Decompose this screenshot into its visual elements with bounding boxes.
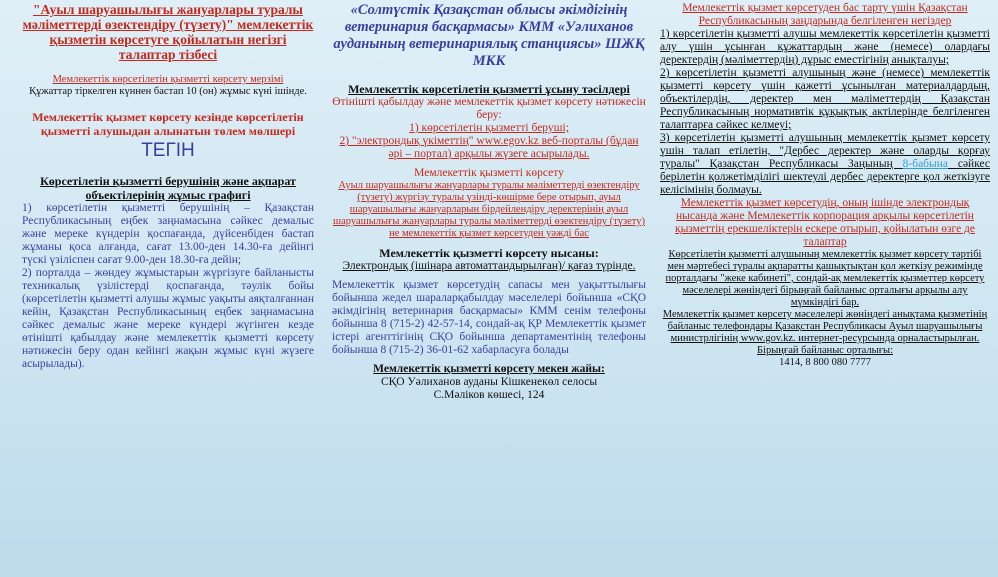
refusal-item-3-text-b: сәйкес берілетін қолжетімділігі шектеулі дербес деректерге қол жеткізуге келісімінің болмауы. — [660, 158, 990, 196]
schedule-item-2: 2) порталда – жөндеу жұмыстарын жүргізуге байланысты техникалық үзілістерді қоспағанда, тәулік бойы (көрсетілетін қызметті алушы жұмыс уақыты аяқталғаннан кейін, Қазақстан Республикасының еңбек заңнамасына сәйкес демалыс және мереке күндері жүгінген кезде өтінішті қабылдау және мемлекеттік қызметті көрсету нәтижесін беру одан кейінгі жақын жұмыс күні жүзеге асырылады). — [22, 267, 314, 370]
left-column — [0, 0, 322, 577]
contact-center-phones: 1414, 8 800 080 7777 — [779, 357, 871, 368]
form-text: Электрондық (ішінара автоматтандырылған)/ қағаз түрінде. — [342, 260, 636, 272]
law-article-link[interactable]: 8-бабына — [902, 158, 949, 170]
schedule-item-1: 1) көрсетілетін қызметті берушінің – Қазақстан Республикасының еңбек заңнамасына сәйкес демалыс және мереке күндерін қоспағанда, дүйсенбіден бастап жұманы қоса алғанда, сағат 13.00-ден 14.30-ға дейінгі түскі үзіліспен сағат 9.00-ден 18.30-ға дейін; — [22, 202, 314, 266]
address-line-2: С.Мәліков көшесі, 124 — [433, 389, 545, 401]
methods-intro: Өтінішті қабылдау және мемлекеттік қызмет көрсету нәтижесін беру: — [332, 96, 646, 121]
organization-title: «Солтүстік Қазақстан облысы әкімдігінің ветеринария басқармасы» КММ «Уәлиханов ауданының ветеринариялық станциясы» ШЖҚ МКК — [333, 2, 645, 69]
contact-center-text: Мемлекеттік қызмет көрсету мәселелері жөніндегі анықтама қызметінің байланыс телефондары Қазақстан Республикасы Ауыл шаруашылығы министрлігінің www.gov.kz. интернет-ресурсында орналастырылған. Бірыңғай байланыс орталығы: — [662, 309, 988, 356]
methods-heading: Мемлекеттік көрсетілетін қызметті ұсыну тәсілдері — [348, 82, 630, 96]
address-line-1: СҚО Уәлиханов ауданы Кішкенекөл селосы — [380, 376, 598, 388]
method-item-2: 2) "электрондық үкіметтің" www.egov.kz веб-порталы (бұдан әрі – портал) арқылы жүзеге асырылады. — [339, 135, 639, 160]
fee-heading: Мемлекеттік қызмет көрсету кезінде көрсетілетін қызметті алушыдан алынатын төлем мөлшері — [32, 110, 304, 138]
other-requirements-text: Көрсетілетін қызметті алушының мемлекеттік қызмет көрсету тәртібі мен мәртебесі туралы ақпаратты қашықтықтан қол жеткізу режимінде порталдағы "жеке кабинеті", сондай-ақ мемлекеттік қызметтер көрсету мәселелері жөніндегі бірыңғай байланыс орталығы арқылы алу мүмкіндігі бар. — [665, 249, 985, 308]
refusal-item-1: 1) көрсетілетін қызметті алушы мемлекеттік көрсетілетін қызметті алу үшін ұсынған құжаттардың және (немесе) олардағы деректердің (мәліметтердің) дұрыс еместігінің анықталуы; — [660, 28, 990, 66]
other-requirements-heading: Мемлекеттік қызмет көрсетудің, оның ішінде электрондық нысанда және Мемлекеттік корпорация арқылы көрсетілетін қызметтің ерекшеліктерін ескере отырып, қойылатын өзге де талаптар — [674, 197, 976, 248]
refusal-heading: Мемлекеттік қызмет көрсетуден бас тарту үшін Қазақстан Республикасының заңдарында белгіленген негіздер — [682, 2, 968, 27]
result-text: Ауыл шаруашылығы жануарлары туралы мәліметтерді өзектендіру (түзету) жүргізу туралы үзінді-көшірме бере отырып, ауыл шаруашылығы жануарларын бірдейлендіру деректерінің ауыл шаруашылығы жануарлары туралы мәліметтерді өзектендіру (түзету) не мемлекеттік қызмет көрсетуден уәжді бас — [333, 180, 645, 239]
form-heading: Мемлекеттік қызметті көрсету нысаны: — [379, 246, 599, 260]
right-column — [656, 0, 998, 577]
refusal-item-3 — [660, 132, 990, 197]
refusal-item-2: 2) көрсетілетін қызметті алушының және (немесе) мемлекеттік қызметті көрсету үшін қажетті ұсынылған материалдардың, объектілердің, деректер мен мәліметтердің Қазақстан Республикасының нормативтік құқықтық актілерінде белгіленген талаптарға сәйкес келмеуі; — [660, 67, 990, 131]
method-item-1: 1) көрсетілетін қызметті беруші; — [409, 122, 569, 134]
middle-column — [324, 0, 652, 577]
schedule-heading: Көрсетілетін қызметті берушінің және ақпарат объектілерінің жұмыс графигі — [40, 174, 296, 202]
fee-value: ТЕГІН — [141, 140, 195, 161]
refusal-item-3-text-a: 3) көрсетілетін қызметті алушының мемлекеттік қызмет көрсету үшін талап етілетін, "Дербес деректер және оларды қорғау туралы" Қазақстан Республикасы Заңының — [660, 132, 990, 170]
service-term-text: Құжаттар тіркелген күннен бастап 10 (он) жұмыс күні ішінде. — [29, 86, 307, 97]
service-term-heading: Мемлекеттік көрсетілетін қызметті көрсету мерзімі — [52, 74, 284, 85]
contact-text: Мемлекеттік қызмет көрсетудің сапасы мен уақыттылығы бойынша жедел шараларқабылдау мәселелері бойынша «СҚО әкімдігінің ветеринария басқармасы» КММ сенім телефоны бойынша 8 (715-2) 42-57-14, сондай-ақ ҚР Мемлекеттік қызмет істері агенттігінің СҚО бойынша департаментінің телефоны бойынша 8 (715-2) 36-01-62 хабарласуға болады — [332, 279, 646, 356]
address-heading: Мемлекеттік қызметті көрсету мекен жайы: — [373, 363, 605, 375]
document-title: "Ауыл шаруашылығы жануарлары туралы мәліметтерді өзектендіру (түзету)" мемлекеттік қызметін көрсетуге қойылатын негізгі талаптар тізбесі — [22, 2, 314, 62]
result-heading: Мемлекеттік қызметті көрсету — [414, 167, 564, 179]
